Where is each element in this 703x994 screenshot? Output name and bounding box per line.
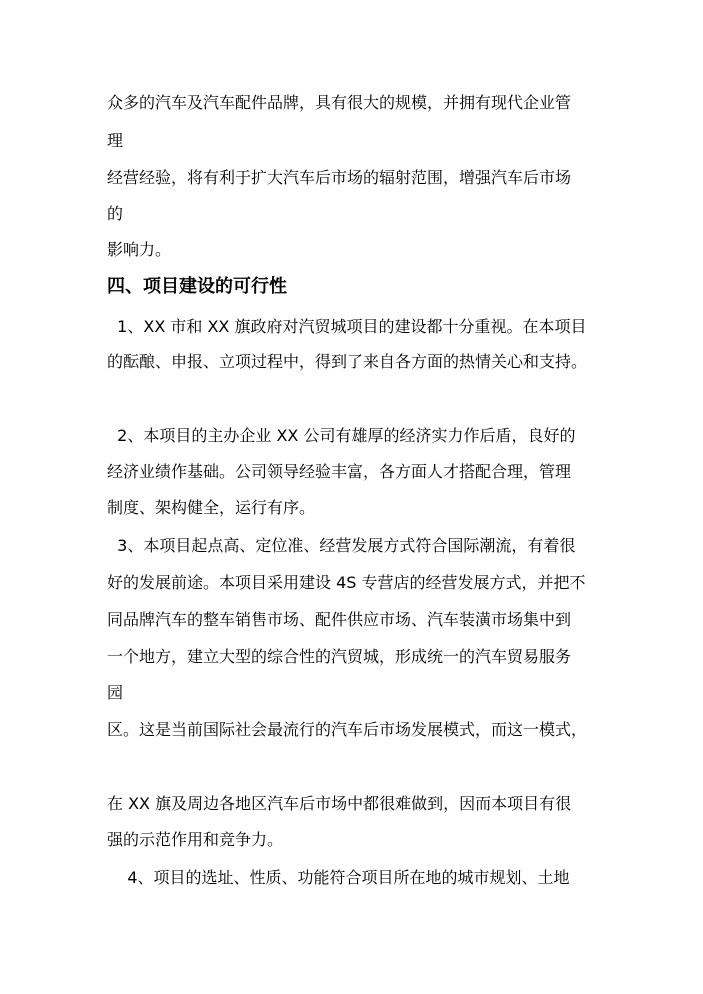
paragraph-line: 一个地方，建立大型的综合性的汽贸城，形成统一的汽车贸易服务 [107,647,572,666]
paragraph-line: 3、本项目起点高、定位准、经营发展方式符合国际潮流，有着很 [107,536,576,555]
paragraph-line: 2、本项目的主办企业 XX 公司有雄厚的经济实力作后盾，良好的 [107,426,576,445]
paragraph-line: 经济业绩作基础。公司领导经验丰富，各方面人才搭配合理，管理 [107,462,572,481]
paragraph-line: 经营经验，将有利于扩大汽车后市场的辐射范围，增强汽车后市场 [107,168,572,187]
paragraph-line: 影响力。 [107,240,172,259]
section-heading: 四、项目建设的可行性 [107,276,287,297]
paragraph-line: 园 [107,683,124,702]
paragraph-line: 的酝酿、申报、立项过程中，得到了来自各方面的热情关心和支持。 [107,352,588,371]
paragraph-line: 在 XX 旗及周边各地区汽车后市场中都很难做到，因而本项目有很 [107,794,572,813]
paragraph-line: 4、项目的选址、性质、功能符合项目所在地的城市规划、土地 [107,868,570,887]
paragraph-line: 区。这是当前国际社会最流行的汽车后市场发展模式，而这一模式， [107,720,588,739]
paragraph-line: 同品牌汽车的整车销售市场、配件供应市场、汽车装潢市场集中到 [107,610,572,629]
paragraph-line: 的 [107,204,124,223]
paragraph-line: 好的发展前途。本项目采用建设 4S 专营店的经营发展方式，并把不 [107,573,586,592]
paragraph-line: 理 [107,131,124,150]
paragraph-line: 强的示范作用和竞争力。 [107,830,284,849]
paragraph-line: 众多的汽车及汽车配件品牌，具有很大的规模，并拥有现代企业管 [107,93,572,112]
paragraph-line: 1、XX 市和 XX 旗政府对汽贸城项目的建设都十分重视。在本项目 [107,317,587,336]
paragraph-line: 制度、架构健全，运行有序。 [107,498,316,517]
